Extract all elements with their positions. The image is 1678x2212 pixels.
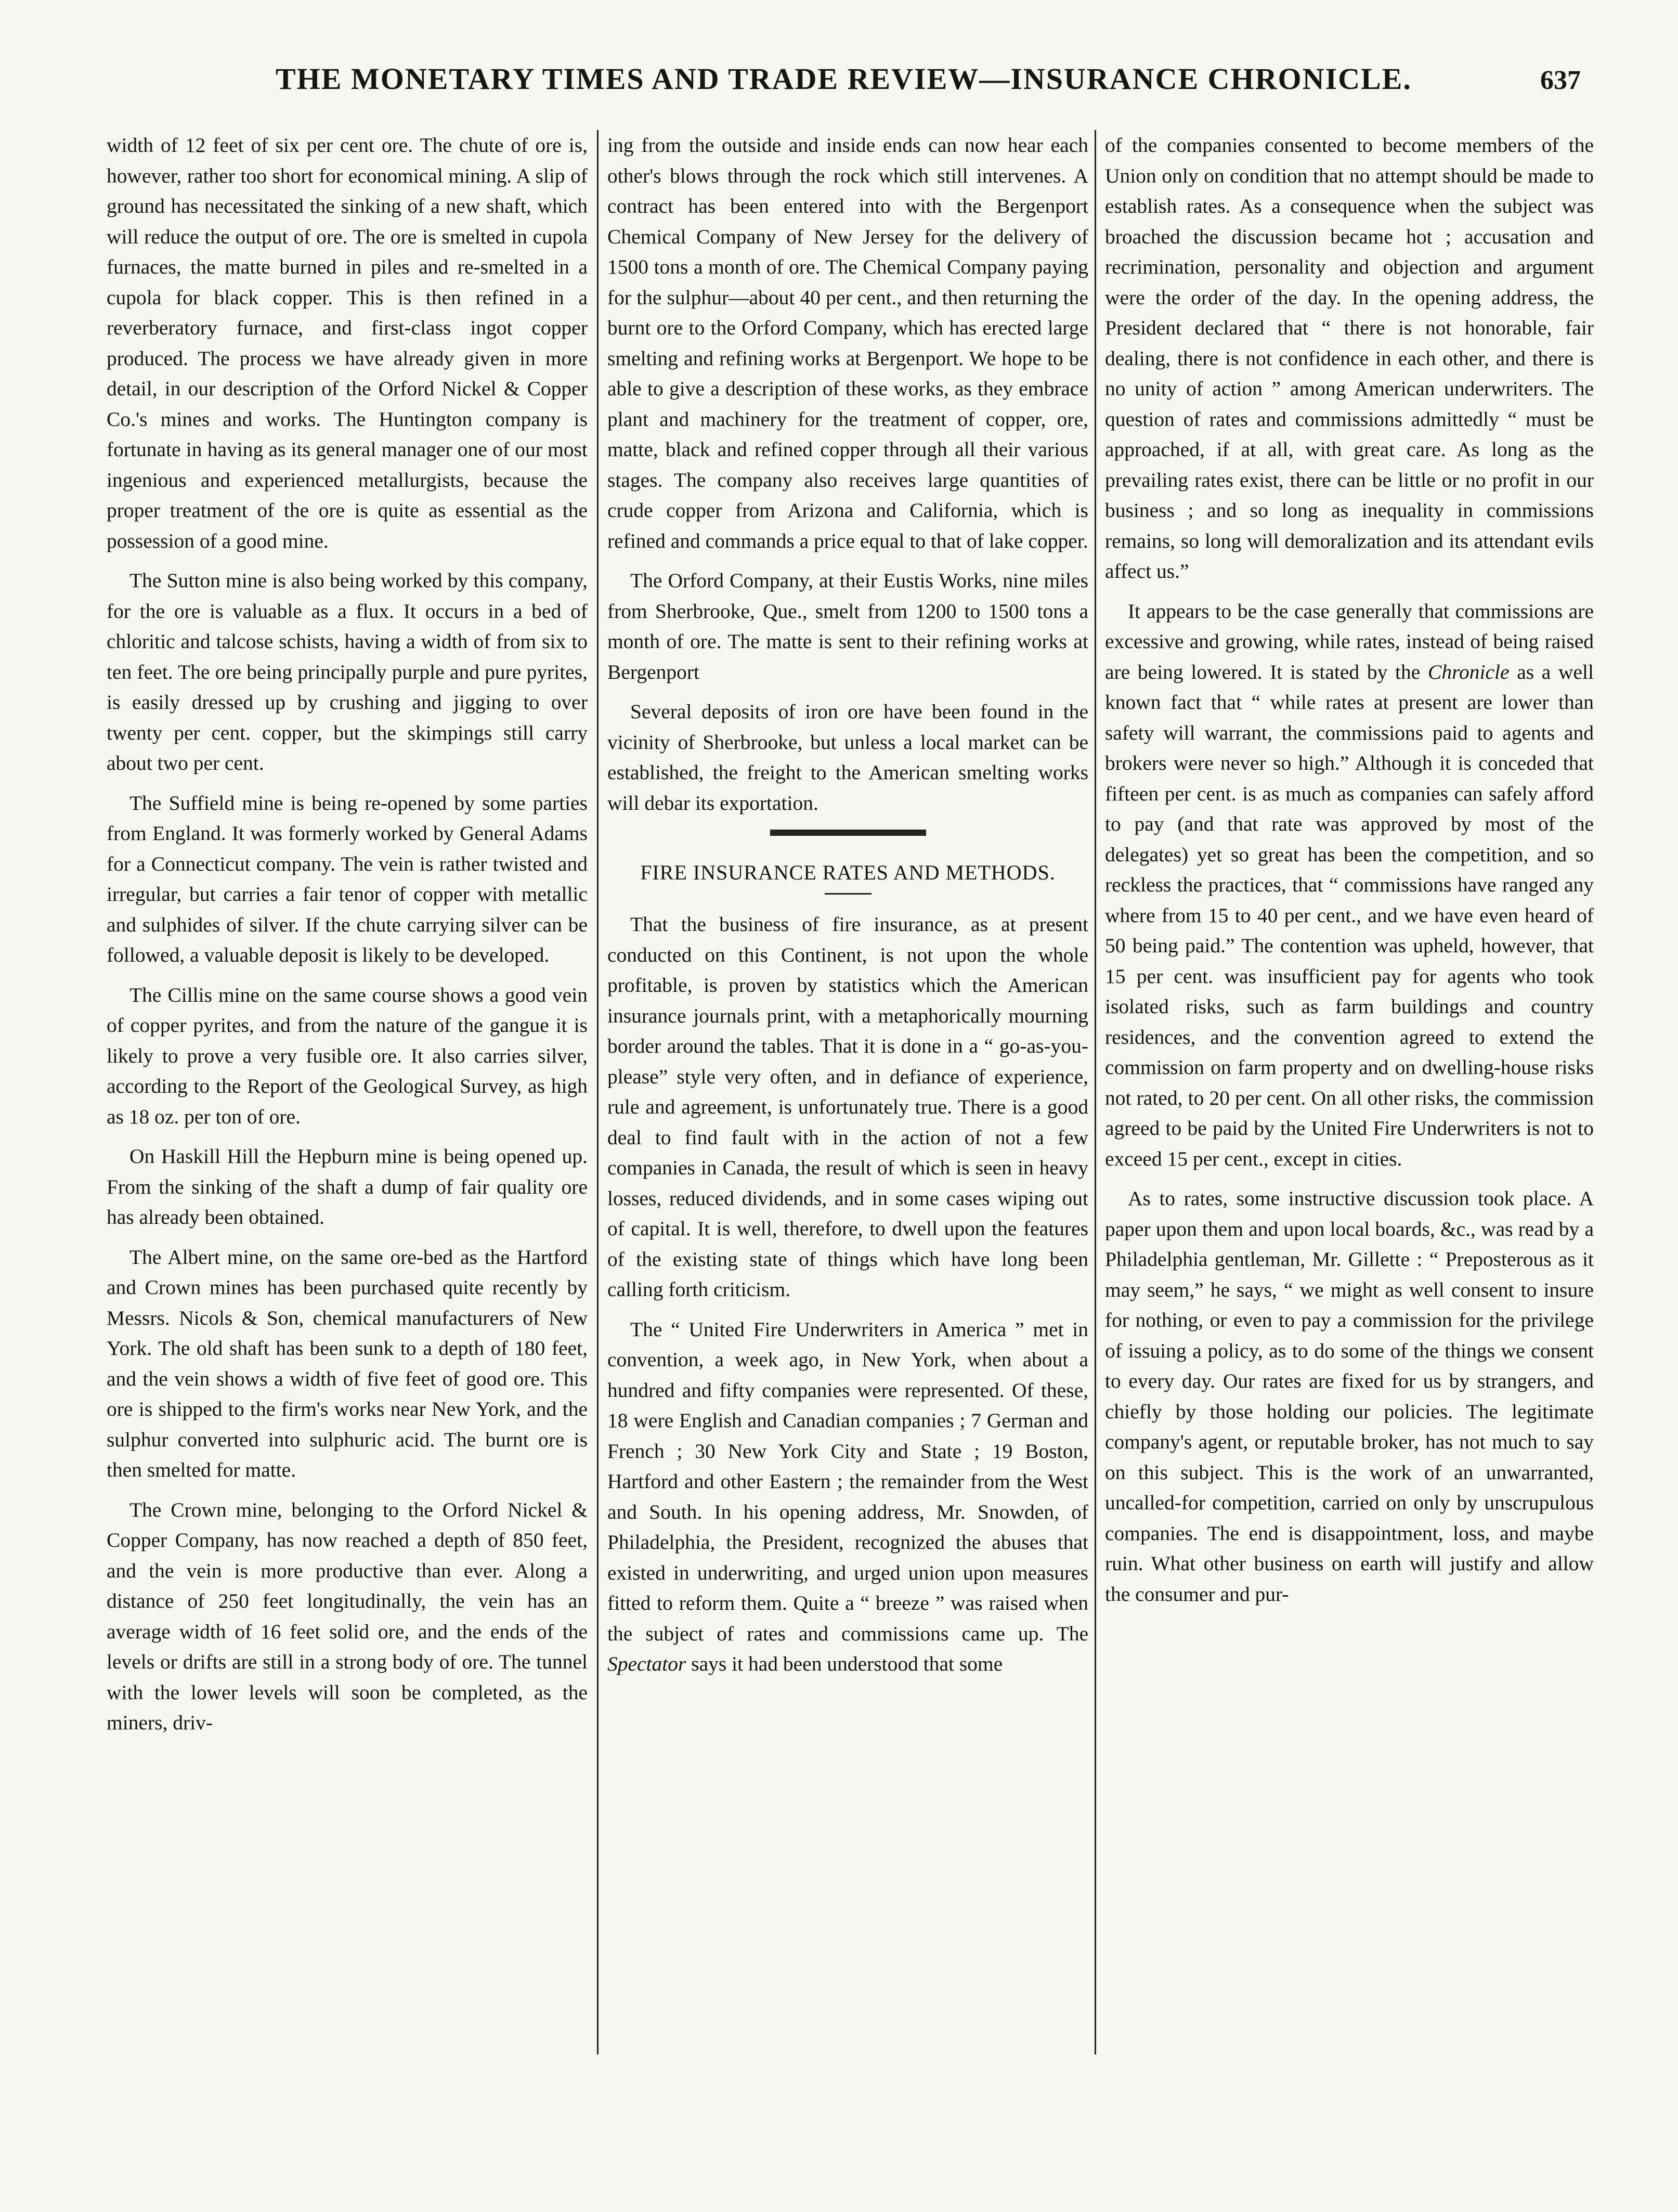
paragraph: The Crown mine, belonging to the Orford Nickel & Copper Company, has now reached a depth of 850 feet, and the vein is more productive than ever. Along a distance of 250 feet longitudinally, the vein has an average width of 16 feet solid ore, and the ends of the levels or drifts are still in a strong body of ore. The tunnel with the lower levels will soon be completed, as the miners, driv- xyxy=(107,1498,588,1734)
running-title: THE MONETARY TIMES AND TRADE REVIEW—INSURANCE CHRONICLE. xyxy=(276,62,1412,96)
paragraph: width of 12 feet of six per cent ore. The chute of ore is, however, rather too short for economical mining. A slip of ground has necessitated the sinking of a new shaft, which will reduce the output of ore. The ore is smelted in cupola furnaces, the matte burned in piles and re-smelted in a cupola for black copper. This is then refined in a reverberatory furnace, and first-class ingot copper produced. The process we have already given in more detail, in our description of the Orford Nickel & Copper Co.'s mines and works. The Huntington company is fortunate in having as its general manager one of our most ingenious and experienced metallurgists, because the proper treatment of the ore is quite as essential as the possession of a good mine. xyxy=(107,134,588,552)
paragraph: Several deposits of iron ore have been found in the vicinity of Sherbrooke, but unless a local market can be established, the freight to the American smelting works will debar its exportation. xyxy=(607,700,1088,814)
paragraph: The Suffield mine is being re-opened by some parties from England. It was formerly worked by General Adams for a Connecticut company. The vein is rather twisted and irregular, but carries a fair tenor of copper with metallic and sulphides of silver. If the chute carrying silver can be followed, a valuable deposit is likely to be developed. xyxy=(107,791,588,966)
column-1 xyxy=(107,130,588,2056)
column-divider xyxy=(1095,130,1096,2054)
paragraph: That the business of fire insurance, as at present conducted on this Continent, is not upon the whole profitable, is proven by statistics which the American insurance journals print, with a metaphorically mourning border around the tables. That it is done in a “ go-as-you-please” style very often, and in defiance of experience, rule and agreement, is unfortunately true. There is a good deal to find fault with in the action of not a few companies in Canada, the result of which is seen in heavy losses, reduced dividends, and in some cases wiping out of capital. It is well, therefore, to dwell upon the features of the existing state of things which have long been calling forth criticism. xyxy=(607,913,1088,1301)
column-2 xyxy=(607,130,1088,2056)
publication-name: Spectator xyxy=(607,1652,686,1675)
column-3 xyxy=(1105,130,1594,2056)
text-run: as a well known fact that “ while rates at present are lower than safety will warrant, the commissions paid to agents and brokers were never so high.” Although it is conceded that fifteen per cent. is as much as companies can safely afford to pay (and that rate was approved by most of the delegates) yet so great has been the competition, and so reckless the practices, that “ commissions have ranged any where from 15 to 40 per cent., and we have even heard of 50 being paid.” The contention was upheld, however, that 15 per cent. was insufficient pay for agents who took isolated risks, such as farm buildings and country residences, and the convention agreed to extend the commission on farm property and on dwelling-house risks not rated, to 20 per cent. On all other risks, the commission agreed to be paid by the United Fire Underwriters is not to exceed 15 per cent., except in cities. xyxy=(1105,660,1594,1170)
section-divider xyxy=(770,830,926,836)
paragraph: As to rates, some instructive discussion took place. A paper upon them and upon local boards, &c., was read by a Philadelphia gentleman, Mr. Gillette : “ Preposterous as it may seem,” he says, “ we might as well consent to insure for nothing, or even to pay a commission for the privilege of issuing a policy, as to do some of the things we consent to every day. Our rates are fixed for us by strangers, and chiefly by those holding our policies. The legitimate company's agent, or reputable broker, has not much to say on this subject. This is the work of an unwarranted, uncalled-for competition, carried on only by unscrupulous companies. The end is disappointment, loss, and maybe ruin. What other business on earth will justify and allow the consumer and pur- xyxy=(1105,1187,1594,1606)
paragraph xyxy=(1105,596,1594,1174)
article-title: FIRE INSURANCE RATES AND METHODS. xyxy=(640,861,1056,884)
paragraph: The Sutton mine is also being worked by this company, for the ore is valuable as a flux. It occurs in a bed of chloritic and talcose schists, having a width of from six to ten feet. The ore being principally purple and pure pyrites, is easily dressed up by crushing and jigging to over twenty per cent. copper, but the skimpings still carry about two per cent. xyxy=(107,569,588,774)
text-run: It appears to be the case generally that commissions are excessive and growing, while rates, instead of being raised are being lowered. It is stated by the xyxy=(1105,599,1594,683)
paragraph: The Cillis mine on the same course shows a good vein of copper pyrites, and from the nature of the gangue it is likely to prove a very fusible ore. It also carries silver, according to the Report of the Geological Survey, as high as 18 oz. per ton of ore. xyxy=(107,983,588,1128)
paragraph xyxy=(607,1314,1088,1679)
text-run: The “ United Fire Underwriters in America ” met in convention, a week ago, in New York, when about a hundred and fifty companies were represented. Of these, 18 were English and Canadian companies ; 7 German and French ; 30 New York City and State ; 19 Boston, Hartford and other Eastern ; the remainder from the West and South. In his opening address, Mr. Snowden, of Philadelphia, the President, recognized the abuses that existed in underwriting, and urged union upon measures fitted to reform them. Quite a “ breeze ” was raised when the subject of rates and commissions came up. The xyxy=(607,1317,1088,1645)
paragraph: ing from the outside and inside ends can now hear each other's blows through the rock which still intervenes. A contract has been entered into with the Bergenport Chemical Company of New Jersey for the delivery of 1500 tons a month of ore. The Chemical Company paying for the sulphur—about 40 per cent., and then returning the burnt ore to the Orford Company, which has erected large smelting and refining works at Bergenport. We hope to be able to give a description of these works, as they embrace plant and machinery for the treatment of copper, ore, matte, black and refined copper through all their various stages. The company also receives large quantities of crude copper from Arizona and California, which is refined and commands a price equal to that of lake copper. xyxy=(607,134,1088,552)
paragraph: The Albert mine, on the same ore-bed as the Hartford and Crown mines has been purchased quite recently by Messrs. Nicols & Son, chemical manufacturers of New York. The old shaft has been sunk to a depth of 180 feet, and the vein shows a width of five feet of good ore. This ore is shipped to the firm's works near New York, and the sulphur converted into sulphuric acid. The burnt ore is then smelted for matte. xyxy=(107,1245,588,1481)
paragraph: of the companies consented to become members of the Union only on condition that no attempt should be made to establish rates. As a consequence when the subject was broached the discussion became hot ; accusation and recrimination, personality and objection and argument were the order of the day. In the opening address, the President declared that “ there is not honorable, fair dealing, there is not confidence in each other, and there is no unity of action ” among American underwriters. The question of rates and commissions admittedly “ must be approached, if at all, with great care. As long as the prevailing rates exist, there can be little or no profit in our business ; and so long as inequality in commissions remains, so long will demoralization and its attendant evils affect us.” xyxy=(1105,134,1594,583)
page-number: 637 xyxy=(1540,66,1581,95)
paragraph: On Haskill Hill the Hepburn mine is being opened up. From the sinking of the shaft a dump of fair quality ore has already been obtained. xyxy=(107,1145,588,1228)
text-run: says it had been understood that some xyxy=(691,1652,1003,1675)
paragraph: The Orford Company, at their Eustis Works, nine miles from Sherbrooke, Que., smelt from 1200 to 1500 tons a month of ore. The matte is sent to their refining works at Bergenport xyxy=(607,569,1088,683)
title-rule xyxy=(825,893,871,895)
publication-name: Chronicle xyxy=(1427,660,1510,683)
page-header xyxy=(104,61,1581,96)
column-divider xyxy=(597,130,599,2054)
